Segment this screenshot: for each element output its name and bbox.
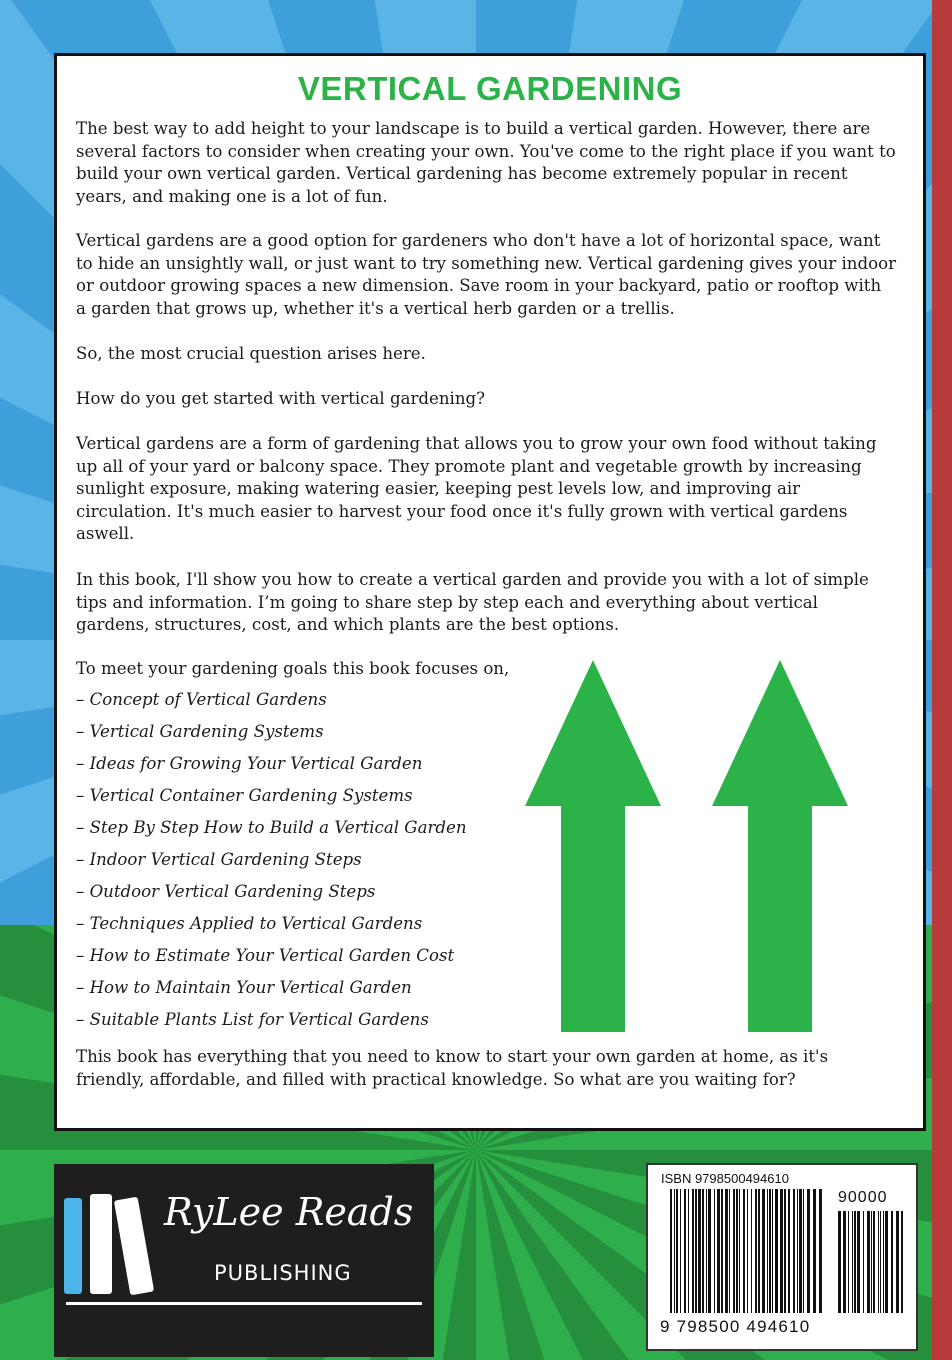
barcode-bar	[880, 1211, 881, 1313]
description-panel	[54, 53, 926, 1131]
paragraph-book-promise: In this book, I'll show you how to create a vertical garden and provide you with a lot of simple tips and information. I’m going to share step by step each and everything about vertical gardens, structures, cost, and which plants are the best options.	[76, 570, 869, 634]
publisher-name: RyLee Reads	[164, 1190, 414, 1234]
barcode-bar	[838, 1211, 841, 1313]
barcode-bar	[878, 1211, 879, 1313]
barcode-bar	[674, 1189, 675, 1313]
paragraph-intro: The best way to add height to your landscape is to build a vertical garden. However, there are several factors to consider when creating your own. You've come to the right place if you want to build your own vertical garden. Vertical gardening has become extremely popular in recent years, and making one is a lot of fun.	[76, 119, 896, 206]
paragraph-question-lead: So, the most crucial question arises here.	[76, 344, 426, 363]
barcode-bar	[896, 1211, 899, 1313]
barcode-bar	[867, 1211, 870, 1313]
barcode-bar	[698, 1189, 701, 1313]
barcode-bar	[784, 1189, 786, 1313]
price-code: 90000	[838, 1189, 888, 1206]
list-item: – Ideas for Growing Your Vertical Garden	[76, 754, 423, 773]
barcode-bars-main	[670, 1189, 826, 1319]
publisher-logo	[54, 1164, 434, 1357]
barcode-bar	[793, 1189, 795, 1313]
barcode-bar	[721, 1189, 723, 1313]
page-title: VERTICAL GARDENING	[297, 70, 683, 107]
barcode-bar	[857, 1211, 860, 1313]
isbn-label: ISBN 9798500494610	[661, 1171, 789, 1186]
barcode-bar	[692, 1189, 694, 1313]
list-item: – Vertical Gardening Systems	[76, 722, 324, 741]
barcode-bar	[769, 1189, 771, 1313]
topics-intro: To meet your gardening goals this book focuses on,	[76, 659, 510, 678]
list-item: – Indoor Vertical Gardening Steps	[76, 850, 362, 869]
barcode-bars-addon	[838, 1211, 904, 1319]
barcode-bar	[803, 1189, 804, 1313]
barcode-bar	[729, 1189, 730, 1313]
topics-list	[76, 684, 467, 1036]
barcode-bar	[736, 1189, 738, 1313]
growth-arrows	[525, 660, 855, 1032]
barcode-bar	[819, 1189, 822, 1313]
list-item: – Vertical Container Gardening Systems	[76, 786, 413, 805]
barcode-bar	[891, 1211, 893, 1313]
barcode-bar	[871, 1211, 872, 1313]
up-arrow-icon	[712, 660, 848, 1032]
list-item: – Step By Step How to Build a Vertical Garden	[76, 818, 467, 837]
barcode-bar	[695, 1189, 697, 1313]
barcode-bar	[762, 1189, 765, 1313]
barcode-bar	[863, 1211, 864, 1313]
barcode-bar	[747, 1189, 748, 1313]
barcode-bar	[670, 1189, 672, 1313]
paragraph-question: How do you get started with vertical gardening?	[76, 389, 486, 408]
barcode-bar	[848, 1211, 849, 1313]
barcode-bar	[885, 1211, 888, 1313]
barcode-bar	[706, 1189, 707, 1313]
barcode-bar	[807, 1189, 810, 1313]
barcode-bar	[743, 1189, 745, 1313]
barcode-bar	[813, 1189, 816, 1313]
barcode-bar	[725, 1189, 728, 1313]
barcode-bar	[775, 1189, 778, 1313]
logo-divider	[66, 1302, 422, 1305]
up-arrow-icon	[525, 660, 661, 1032]
paragraph-definition: Vertical gardens are a form of gardening that allows you to grow your own food without taking up all of your yard or balcony space. They promote plant and vegetable growth by increasing sunlight exposure, making watering easier, keeping pest levels low, and improving air circulation. It's much easier to harvest your food once it's fully grown with vertical gardens aswell.	[76, 434, 877, 543]
list-item: – Concept of Vertical Gardens	[76, 690, 327, 709]
list-item: – Suitable Plants List for Vertical Gardens	[76, 1010, 429, 1029]
barcode-bar	[714, 1189, 715, 1313]
barcode-bar	[688, 1189, 689, 1313]
barcode-bar	[799, 1189, 802, 1313]
barcode-bar	[843, 1211, 846, 1313]
barcode-bar	[755, 1189, 757, 1313]
barcode-bar	[780, 1189, 783, 1313]
list-item: – Outdoor Vertical Gardening Steps	[76, 882, 376, 901]
barcode-bar	[797, 1189, 798, 1313]
barcode-bar	[852, 1211, 853, 1313]
list-item: – How to Maintain Your Vertical Garden	[76, 978, 412, 997]
barcode-bar	[680, 1189, 681, 1313]
isbn-barcode	[646, 1163, 918, 1351]
barcode-bar	[702, 1189, 704, 1313]
barcode-bar	[788, 1189, 790, 1313]
list-item: – Techniques Applied to Vertical Gardens	[76, 914, 423, 933]
barcode-bar	[733, 1189, 735, 1313]
isbn-digits: 9 798500 494610	[660, 1317, 811, 1336]
barcode-bar	[717, 1189, 720, 1313]
barcode-bar	[901, 1211, 903, 1313]
barcode-bar	[883, 1211, 884, 1313]
paragraph-closing: This book has everything that you need to know to start your own garden at home, as it's friendly, affordable, and filled with practical knowledge. So what are you waiting for?	[76, 1047, 829, 1089]
barcode-bar	[708, 1189, 711, 1313]
barcode-bar	[767, 1189, 768, 1313]
barcode-bar	[854, 1211, 856, 1313]
barcode-bar	[739, 1189, 740, 1313]
barcode-bar	[758, 1189, 760, 1313]
paragraph-benefits: Vertical gardens are a good option for gardeners who don't have a lot of horizontal space, want to hide an unsightly wall, or just want to try something new. Vertical gardening gives your indoor or outdoor growing spaces a new dimension. Save room in your backyard, patio or rooftop with a garden that grows up, whether it's a vertical herb garden or a trellis.	[76, 231, 897, 318]
books-icon	[64, 1192, 164, 1296]
barcode-bar	[772, 1189, 773, 1313]
barcode-bar	[684, 1189, 686, 1313]
list-item: – How to Estimate Your Vertical Garden Cost	[76, 946, 455, 965]
publisher-subtitle: PUBLISHING	[214, 1261, 352, 1285]
barcode-bar	[751, 1189, 752, 1313]
book-spine-edge	[932, 0, 952, 1360]
barcode-bar	[676, 1189, 678, 1313]
barcode-bar	[873, 1211, 875, 1313]
